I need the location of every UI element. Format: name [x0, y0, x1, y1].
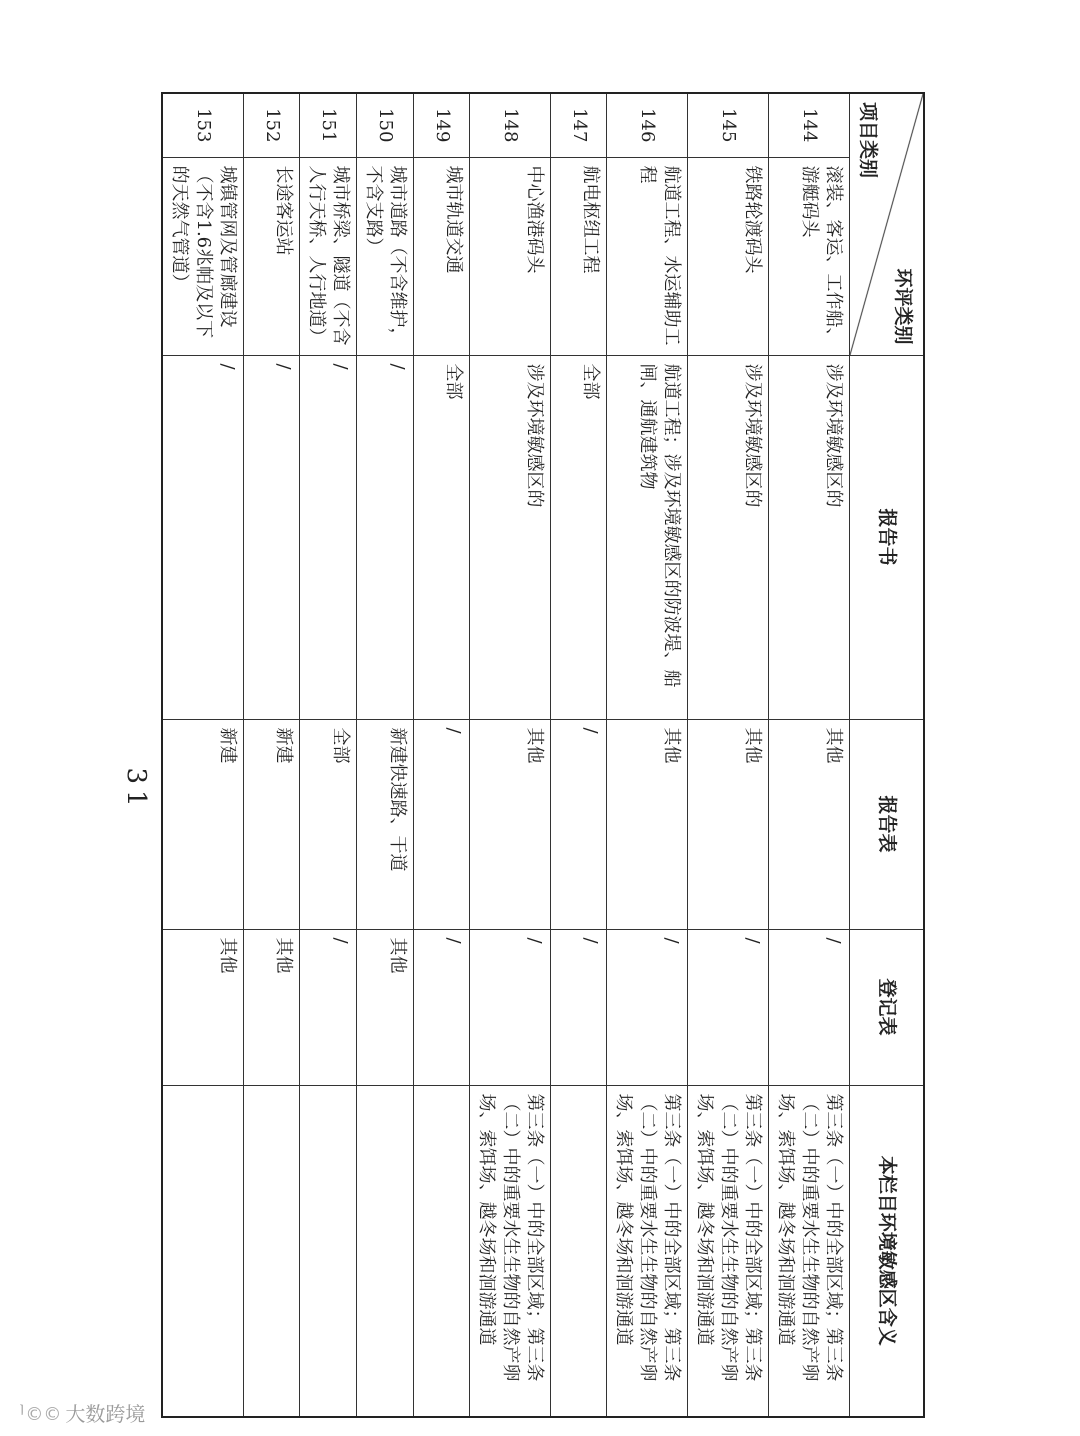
- row-registration-form: 其他: [244, 929, 300, 1085]
- row-sensitive-area-meaning: [244, 1085, 300, 1417]
- row-report-form: 全部: [300, 719, 357, 929]
- watermark-logo-icon: ᅵ©©: [8, 1403, 62, 1425]
- header-report-form: 报告表: [850, 719, 924, 929]
- table-body: [163, 93, 851, 1417]
- row-sensitive-area-meaning: [300, 1085, 357, 1417]
- row-number: 148: [470, 93, 551, 157]
- header-sensitive-area-meaning: 本栏目环境敏感区含义: [850, 1085, 924, 1417]
- row-sensitive-area-meaning: [414, 1085, 470, 1417]
- row-sensitive-area-meaning: 第三条（一）中的全部区域；第三条（二）中的重要水生生物的自然产卵场、索饵场、越冬场和洄游通道: [607, 1085, 688, 1417]
- table-row: [163, 93, 245, 1417]
- row-number: 147: [551, 93, 607, 157]
- table-row: [607, 93, 688, 1417]
- row-registration-form: 其他: [163, 929, 245, 1085]
- page-number: [86, 760, 186, 820]
- row-report-form: 其他: [769, 719, 850, 929]
- row-number: 144: [769, 93, 850, 157]
- row-registration-form: /: [551, 929, 607, 1085]
- row-project-category: 城市道路（不含维护，不含支路）: [357, 157, 414, 355]
- row-number: 146: [607, 93, 688, 157]
- row-number: 149: [414, 93, 470, 157]
- row-project-category: 长途客运站: [244, 157, 300, 355]
- table-row: [688, 93, 769, 1417]
- row-registration-form: /: [769, 929, 850, 1085]
- table-row: [357, 93, 414, 1417]
- row-report-form: 新建快速路、干道: [357, 719, 414, 929]
- header-report-book: 报告书: [850, 355, 924, 719]
- header-corner-cell: [850, 93, 924, 355]
- table-row: [551, 93, 607, 1417]
- table-row: [414, 93, 470, 1417]
- header-project-category: 项目类别: [857, 102, 880, 179]
- table-row: [769, 93, 850, 1417]
- row-sensitive-area-meaning: [551, 1085, 607, 1417]
- row-registration-form: /: [470, 929, 551, 1085]
- row-report-book: 全部: [551, 355, 607, 719]
- row-report-book: 涉及环境敏感区的: [688, 355, 769, 719]
- row-sensitive-area-meaning: [357, 1085, 414, 1417]
- row-number: 152: [244, 93, 300, 157]
- rotated-table-container: [167, 92, 925, 1416]
- row-report-book: /: [244, 355, 300, 719]
- row-project-category: 航电枢纽工程: [551, 157, 607, 355]
- page-number-value: 31: [121, 767, 151, 813]
- row-sensitive-area-meaning: 第三条（一）中的全部区域；第三条（二）中的重要水生生物的自然产卵场、索饵场、越冬场和洄游通道: [769, 1085, 850, 1417]
- table-row: [470, 93, 551, 1417]
- row-report-book: /: [163, 355, 245, 719]
- row-number: 151: [300, 93, 357, 157]
- row-project-category: 城市桥梁、隧道（不含人行天桥、人行地道）: [300, 157, 357, 355]
- row-registration-form: /: [300, 929, 357, 1085]
- row-report-form: /: [551, 719, 607, 929]
- table-row: [244, 93, 300, 1417]
- row-registration-form: /: [607, 929, 688, 1085]
- row-report-book: 全部: [414, 355, 470, 719]
- row-report-book: 航道工程；涉及环境敏感区的防波堤、船闸、通航建筑物: [607, 355, 688, 719]
- row-project-category: 滚装、客运、工作船、游艇码头: [769, 157, 850, 355]
- row-number: 145: [688, 93, 769, 157]
- table-row: [300, 93, 357, 1417]
- watermark: [8, 1398, 145, 1427]
- row-report-form: /: [414, 719, 470, 929]
- row-report-form: 其他: [607, 719, 688, 929]
- row-report-book: /: [300, 355, 357, 719]
- row-project-category: 铁路轮渡码头: [688, 157, 769, 355]
- row-report-book: /: [357, 355, 414, 719]
- row-number: 153: [163, 93, 245, 157]
- table-header-row: [850, 93, 924, 1417]
- row-registration-form: 其他: [357, 929, 414, 1085]
- row-report-book: 涉及环境敏感区的: [470, 355, 551, 719]
- row-number: 150: [357, 93, 414, 157]
- row-report-form: 其他: [470, 719, 551, 929]
- header-eia-category: 环评类别: [892, 268, 914, 345]
- row-sensitive-area-meaning: 第三条（一）中的全部区域；第三条（二）中的重要水生生物的自然产卵场、索饵场、越冬场和洄游通道: [470, 1085, 551, 1417]
- row-project-category: 城市轨道交通: [414, 157, 470, 355]
- row-report-form: 新建: [163, 719, 245, 929]
- eia-classification-table: [162, 92, 926, 1418]
- row-report-form: 新建: [244, 719, 300, 929]
- row-sensitive-area-meaning: [163, 1085, 245, 1417]
- header-registration-form: 登记表: [850, 929, 924, 1085]
- row-registration-form: /: [414, 929, 470, 1085]
- row-report-form: 其他: [688, 719, 769, 929]
- row-project-category: 中心渔港码头: [470, 157, 551, 355]
- row-report-book: 涉及环境敏感区的: [769, 355, 850, 719]
- row-project-category: 城镇管网及管廊建设（不含1.6兆帕及以下的天然气管道）: [163, 157, 245, 355]
- row-sensitive-area-meaning: 第三条（一）中的全部区域；第三条（二）中的重要水生生物的自然产卵场、索饵场、越冬场和洄游通道: [688, 1085, 769, 1417]
- row-registration-form: /: [688, 929, 769, 1085]
- row-project-category: 航道工程、水运辅助工程: [607, 157, 688, 355]
- watermark-text: 大数跨境: [65, 1402, 146, 1426]
